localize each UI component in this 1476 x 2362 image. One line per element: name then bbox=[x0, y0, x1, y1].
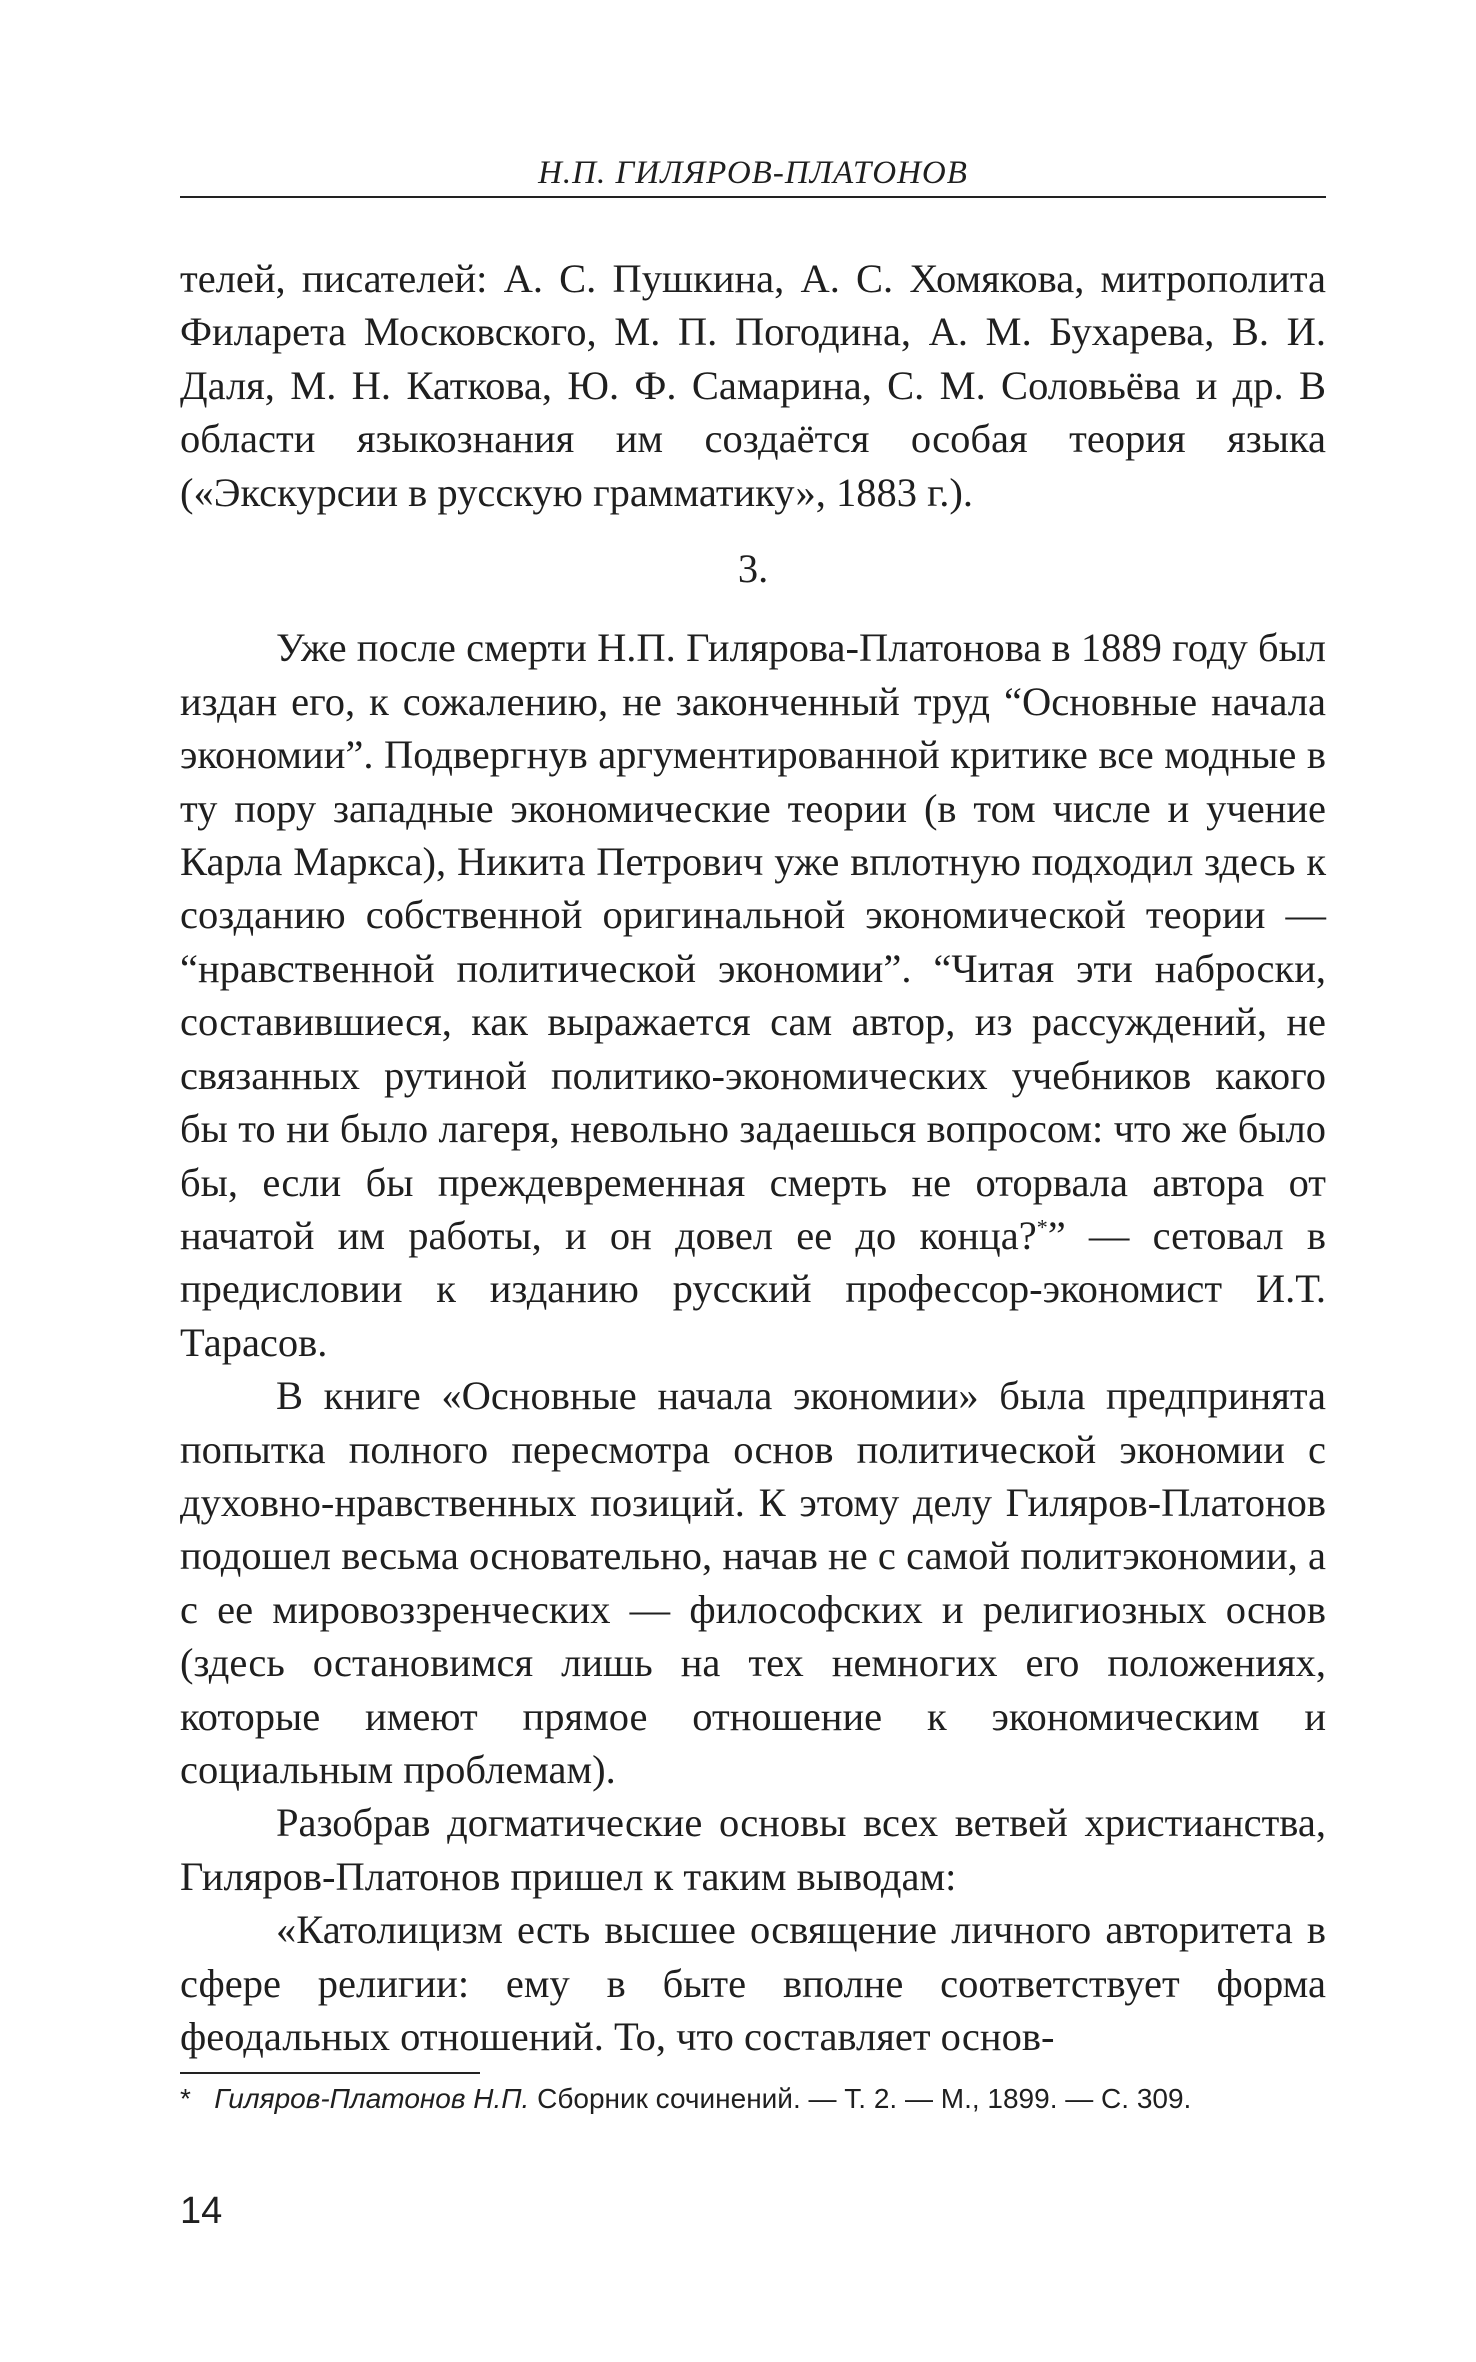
paragraph: Уже после смерти Н.П. Гилярова-Платонова в 1889 году был издан его, к сожалению, не законченный труд “Основные начала экономии”. Подвергнув аргументированной критике все модные в ту пору западные экономические теории (в том числе и учение Карла Маркса), Никита Петрович уже вплотную подходил здесь к созданию собственной оригинальной экономической теории — “нравственной политической экономии”. “Читая эти наброски, составившиеся, как выражается сам автор, из рассуждений, не связанных рутиной политико-экономических учебников какого бы то ни было лагеря, невольно задаешься вопросом: что же было бы, если бы преждевременная смерть не оторвала автора от начатой им работы, и он довел ее до конца?*” — сетовал в предисловии к изданию русский профессор-экономист И.Т. Тарасов. bbox=[180, 625, 1326, 1365]
footnote-divider bbox=[180, 2072, 480, 2074]
main-text bbox=[180, 252, 1326, 2063]
footnote-text: Сборник сочинений. — Т. 2. — М., 1899. — С. 309. bbox=[537, 2083, 1192, 2114]
footnote-reference: * bbox=[1036, 1214, 1048, 1240]
page-number: 14 bbox=[180, 2190, 223, 2232]
running-header: Н.П. ГИЛЯРОВ-ПЛАТОНОВ bbox=[180, 150, 1326, 198]
footnote bbox=[180, 2080, 1326, 2118]
paragraph: Разобрав догматические основы всех ветвей христианства, Гиляров-Платонов пришел к таким выводам: bbox=[180, 1800, 1326, 1899]
section-number: 3. bbox=[737, 546, 769, 592]
paragraph: телей, писателей: А. С. Пушкина, А. С. Хомякова, митрополита Филарета Московского, М. П. Погодина, А. М. Бухарева, В. И. Даля, М. Н. Каткова, Ю. Ф. Самарина, С. М. Соловьёва и др. В области языкознания им создаётся особая теория языка («Экскурсии в русскую грамматику», 1883 г.). bbox=[180, 256, 1326, 515]
footnote-marker: * bbox=[180, 2083, 191, 2114]
paragraph: «Католицизм есть высшее освящение личного авторитета в сфере религии: ему в быте вполне соответствует форма феодальных отношений. То, что составляет основ- bbox=[180, 1907, 1326, 2059]
footnote-author: Гиляров-Платонов Н.П. bbox=[214, 2083, 530, 2114]
paragraph: В книге «Основные начала экономии» была предпринята попытка полного пересмотра основ политической экономии с духовно-нравственных позиций. К этому делу Гиляров-Платонов подошел весьма основательно, начав не с самой политэкономии, а с ее мировоззренческих — философских и религиозных основ (здесь остановимся лишь на тех немногих его положениях, которые имеют прямое отношение к экономическим и социальным проблемам). bbox=[180, 1373, 1326, 1792]
